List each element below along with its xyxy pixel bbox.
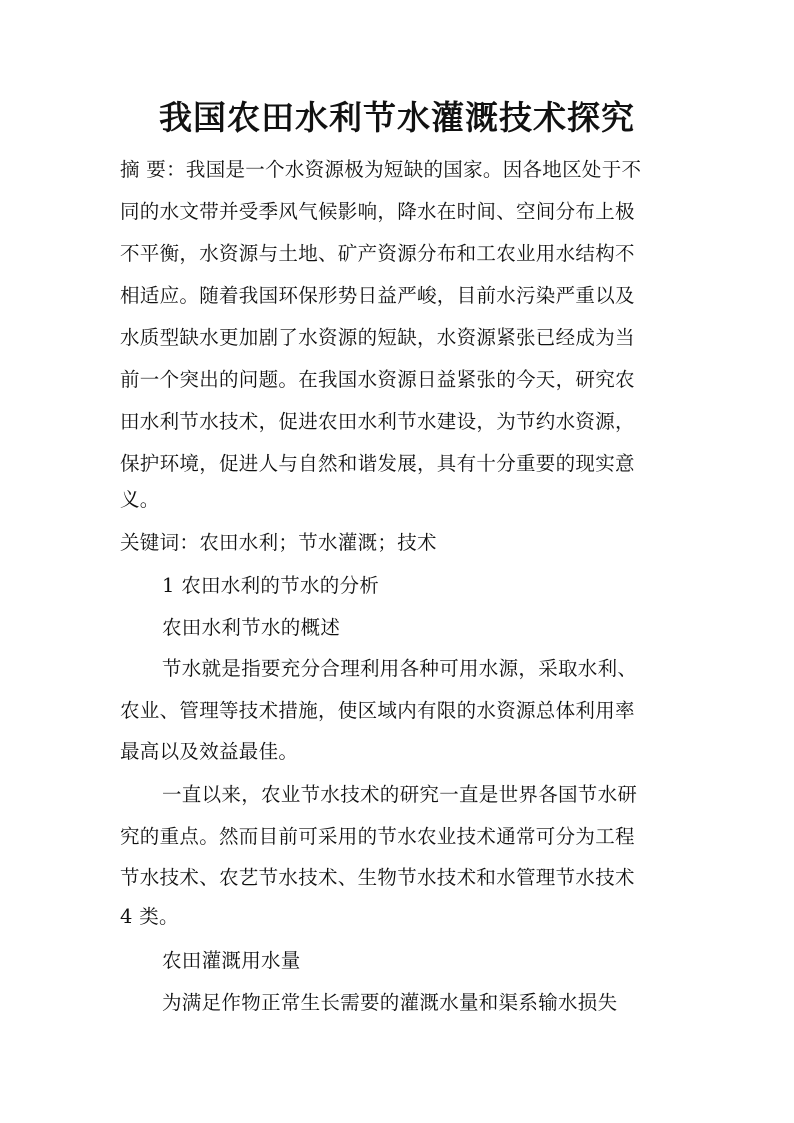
abstract-line: 保护环境，促进人与自然和谐发展，具有十分重要的现实意 <box>120 452 635 475</box>
abstract-line: 水质型缺水更加剧了水资源的短缺，水资源紧张已经成为当 <box>120 326 635 349</box>
document-title: 我国农田水利节水灌溉技术探究 <box>159 98 635 137</box>
paragraph-line: 一直以来，农业节水技术的研究一直是世界各国节水研 <box>162 783 638 806</box>
abstract-line: 相适应。随着我国环保形势日益严峻，目前水污染严重以及 <box>120 284 635 307</box>
paragraph-line: 为满足作物正常生长需要的灌溉水量和渠系输水损失 <box>162 991 618 1014</box>
keywords: 关键词：农田水利；节水灌溉；技术 <box>120 531 437 554</box>
paragraph-line: 节水就是指要充分合理利用各种可用水源，采取水利、 <box>162 657 638 680</box>
paragraph-line: 节水技术、农艺节水技术、生物节水技术和水管理节水技术 <box>120 866 635 889</box>
paragraph-line: 农业、管理等技术措施，使区域内有限的水资源总体利用率 <box>120 699 635 722</box>
section-heading: 1 农田水利的节水的分析 <box>162 574 380 597</box>
abstract-line: 不平衡，水资源与土地、矿产资源分布和工农业用水结构不 <box>120 242 635 265</box>
paragraph-line: 最高以及效益最佳。 <box>120 740 299 763</box>
subsection-heading: 农田水利节水的概述 <box>162 616 341 639</box>
paragraph-line: 究的重点。然而目前可采用的节水农业技术通常可分为工程 <box>120 825 635 848</box>
abstract-line: 同的水文带并受季风气候影响，降水在时间、空间分布上极 <box>120 200 635 223</box>
abstract-line: 义。 <box>120 488 160 511</box>
subsection-heading: 农田灌溉用水量 <box>162 949 301 972</box>
paragraph-line: 4 类。 <box>120 905 179 928</box>
abstract-line: 田水利节水技术，促进农田水利节水建设，为节约水资源， <box>120 410 635 433</box>
abstract-line: 前一个突出的问题。在我国水资源日益紧张的今天，研究农 <box>120 368 635 391</box>
abstract-line: 摘 要：我国是一个水资源极为短缺的国家。因各地区处于不 <box>120 158 642 181</box>
